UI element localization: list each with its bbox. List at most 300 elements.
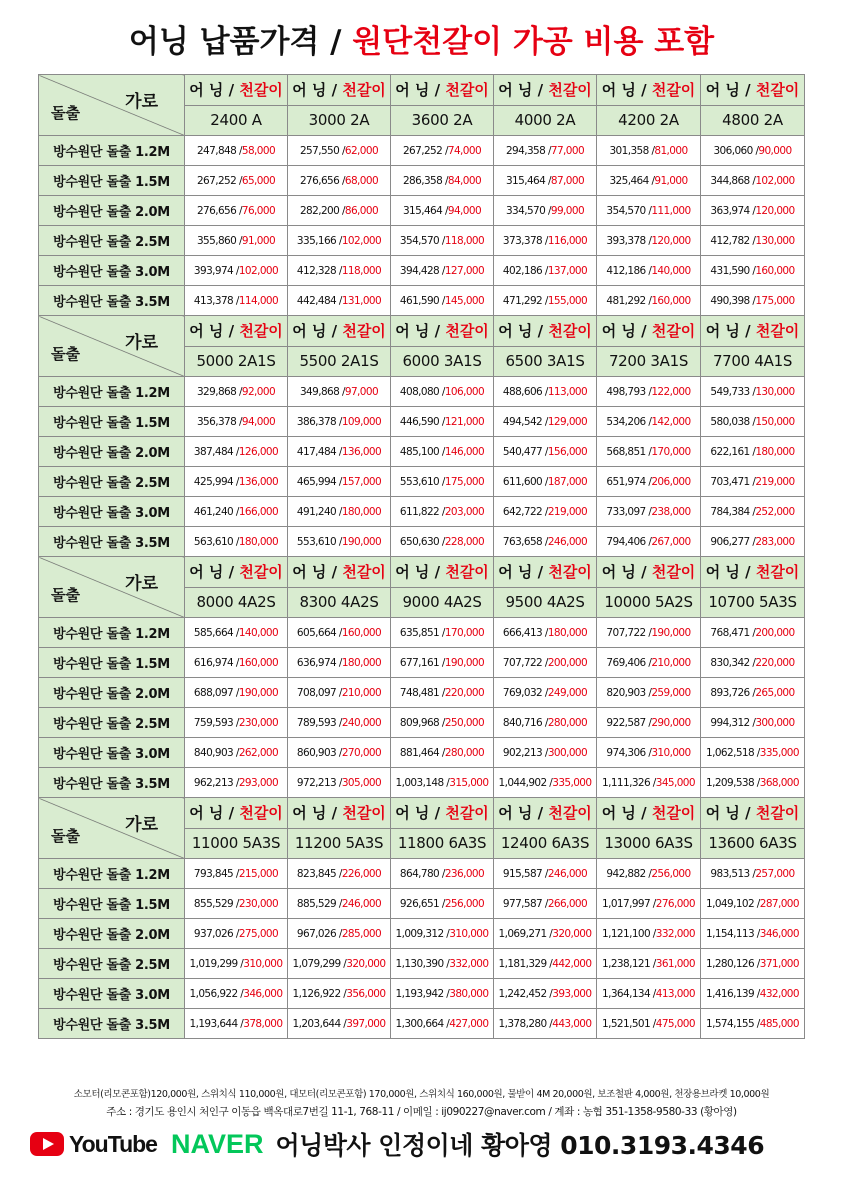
refabric-price: 335,000 bbox=[759, 746, 799, 759]
price-separator: / bbox=[336, 234, 342, 247]
awning-price: 1,209,538 bbox=[706, 776, 755, 789]
awning-price: 611,600 bbox=[502, 475, 543, 488]
awning-price: 325,464 bbox=[609, 174, 649, 187]
refabric-label: 천갈이 bbox=[548, 804, 592, 823]
price-separator: / bbox=[439, 445, 445, 458]
price-separator: / bbox=[645, 475, 652, 488]
width-spec-header: 10000 5A2S bbox=[597, 587, 701, 618]
price-separator: / bbox=[542, 234, 548, 247]
row-label-projection: 방수원단 돌출 3.5M bbox=[39, 286, 185, 316]
separator-slash: / bbox=[429, 322, 446, 341]
separator-slash: / bbox=[223, 804, 240, 823]
table-row bbox=[39, 919, 805, 949]
refabric-price: 62,000 bbox=[344, 144, 379, 157]
page-title bbox=[0, 14, 843, 70]
refabric-price: 114,000 bbox=[238, 294, 279, 307]
awning-price: 1,062,518 bbox=[706, 746, 755, 759]
column-type-header bbox=[701, 316, 805, 347]
awning-price: 563,610 bbox=[193, 535, 234, 548]
price-separator: / bbox=[542, 535, 548, 548]
price-cell bbox=[701, 407, 805, 437]
awning-price: 1,009,312 bbox=[395, 927, 444, 940]
column-type-header bbox=[391, 316, 494, 347]
price-cell bbox=[494, 859, 597, 889]
price-cell bbox=[701, 136, 805, 166]
separator-slash: / bbox=[532, 322, 549, 341]
refabric-price: 265,000 bbox=[755, 686, 795, 699]
price-separator: / bbox=[336, 475, 342, 488]
price-separator: / bbox=[336, 686, 342, 699]
column-type-header bbox=[494, 75, 597, 106]
refabric-price: 160,000 bbox=[755, 264, 795, 277]
row-label-projection: 방수원단 돌출 2.0M bbox=[39, 196, 185, 226]
refabric-price: 262,000 bbox=[238, 746, 279, 759]
table-row bbox=[39, 979, 805, 1009]
awning-price: 355,860 bbox=[196, 234, 237, 247]
row-label-projection: 방수원단 돌출 3.5M bbox=[39, 527, 185, 557]
price-separator: / bbox=[754, 1017, 760, 1030]
table-row bbox=[39, 286, 805, 316]
refabric-price: 137,000 bbox=[547, 264, 588, 277]
price-cell bbox=[494, 226, 597, 256]
price-separator: / bbox=[236, 415, 242, 428]
price-separator: / bbox=[546, 776, 553, 789]
refabric-price: 210,000 bbox=[651, 656, 691, 669]
awning-label: 어 닝 bbox=[292, 81, 327, 100]
refabric-price: 346,000 bbox=[243, 987, 283, 1000]
price-cell bbox=[288, 196, 391, 226]
awning-price: 820,903 bbox=[606, 686, 646, 699]
price-cell bbox=[494, 437, 597, 467]
refabric-price: 236,000 bbox=[444, 867, 485, 880]
refabric-price: 130,000 bbox=[755, 234, 795, 247]
price-separator: / bbox=[754, 927, 760, 940]
refabric-price: 150,000 bbox=[755, 415, 795, 428]
column-type-header bbox=[391, 75, 494, 106]
price-separator: / bbox=[749, 204, 756, 217]
price-cell bbox=[494, 497, 597, 527]
width-spec-header: 8000 4A2S bbox=[185, 587, 288, 618]
price-cell bbox=[597, 768, 701, 798]
separator-slash: / bbox=[326, 563, 343, 582]
refabric-price: 290,000 bbox=[651, 716, 691, 729]
awning-price: 344,868 bbox=[710, 174, 750, 187]
table-row bbox=[39, 256, 805, 286]
price-cell bbox=[597, 738, 701, 768]
awning-label: 어 닝 bbox=[292, 804, 327, 823]
column-type-header bbox=[288, 75, 391, 106]
corner-label-projection: 돌출 bbox=[51, 586, 80, 604]
price-separator: / bbox=[545, 204, 551, 217]
awning-price: 962,213 bbox=[193, 776, 234, 789]
price-cell bbox=[597, 618, 701, 648]
refabric-price: 393,000 bbox=[552, 987, 592, 1000]
price-separator: / bbox=[236, 204, 242, 217]
price-cell bbox=[701, 738, 805, 768]
awning-price: 356,378 bbox=[196, 415, 237, 428]
corner-label-width: 가로 bbox=[125, 574, 158, 594]
table-row bbox=[39, 377, 805, 407]
price-separator: / bbox=[650, 1017, 656, 1030]
price-separator: / bbox=[645, 626, 652, 639]
separator-slash: / bbox=[635, 322, 652, 341]
price-cell bbox=[185, 708, 288, 738]
awning-price: 967,026 bbox=[296, 927, 337, 940]
price-cell bbox=[391, 618, 494, 648]
awning-price: 402,186 bbox=[502, 264, 543, 277]
price-cell bbox=[288, 648, 391, 678]
price-cell bbox=[288, 1009, 391, 1039]
refabric-price: 200,000 bbox=[547, 656, 588, 669]
price-separator: / bbox=[439, 264, 445, 277]
price-separator: / bbox=[443, 1017, 450, 1030]
awning-price: 1,003,148 bbox=[395, 776, 444, 789]
refabric-price: 305,000 bbox=[341, 776, 382, 789]
price-separator: / bbox=[439, 415, 445, 428]
price-cell bbox=[185, 407, 288, 437]
refabric-price: 131,000 bbox=[341, 294, 382, 307]
price-cell bbox=[288, 708, 391, 738]
awning-price: 1,521,501 bbox=[602, 1017, 651, 1030]
table-row bbox=[39, 618, 805, 648]
awning-price: 616,974 bbox=[193, 656, 234, 669]
price-cell bbox=[597, 136, 701, 166]
awning-price: 580,038 bbox=[710, 415, 750, 428]
price-separator: / bbox=[233, 716, 239, 729]
column-type-header bbox=[391, 798, 494, 829]
awning-label: 어 닝 bbox=[601, 804, 636, 823]
refabric-price: 246,000 bbox=[547, 867, 588, 880]
price-cell bbox=[391, 979, 494, 1009]
refabric-label: 천갈이 bbox=[548, 81, 592, 100]
awning-price: 1,364,134 bbox=[602, 987, 651, 1000]
column-type-header bbox=[185, 75, 288, 106]
awning-price: 276,656 bbox=[299, 174, 340, 187]
price-cell bbox=[185, 437, 288, 467]
refabric-price: 118,000 bbox=[341, 264, 382, 277]
awning-price: 412,186 bbox=[606, 264, 646, 277]
price-separator: / bbox=[233, 535, 239, 548]
refabric-price: 120,000 bbox=[755, 204, 795, 217]
price-separator: / bbox=[340, 987, 347, 1000]
price-cell bbox=[185, 889, 288, 919]
price-separator: / bbox=[336, 867, 342, 880]
refabric-price: 210,000 bbox=[341, 686, 382, 699]
refabric-label: 천갈이 bbox=[755, 322, 800, 341]
awning-price: 733,097 bbox=[606, 505, 646, 518]
price-cell bbox=[597, 527, 701, 557]
refabric-price: 58,000 bbox=[241, 144, 276, 157]
awning-price: 315,464 bbox=[402, 204, 443, 217]
awning-price: 494,542 bbox=[502, 415, 543, 428]
price-cell bbox=[494, 166, 597, 196]
row-label-projection: 방수원단 돌출 1.2M bbox=[39, 377, 185, 407]
refabric-price: 485,000 bbox=[759, 1017, 799, 1030]
refabric-price: 219,000 bbox=[755, 475, 795, 488]
column-type-header bbox=[391, 557, 494, 588]
width-spec-header: 4800 2A bbox=[701, 105, 805, 136]
refabric-price: 102,000 bbox=[341, 234, 382, 247]
awning-price: 840,716 bbox=[502, 716, 543, 729]
awning-price: 708,097 bbox=[296, 686, 337, 699]
price-separator: / bbox=[336, 626, 342, 639]
price-cell bbox=[185, 226, 288, 256]
row-label-projection: 방수원단 돌출 1.5M bbox=[39, 407, 185, 437]
refabric-price: 427,000 bbox=[449, 1017, 489, 1030]
column-type-header bbox=[597, 75, 701, 106]
price-cell bbox=[185, 768, 288, 798]
price-separator: / bbox=[645, 867, 652, 880]
price-separator: / bbox=[336, 294, 342, 307]
refabric-price: 102,000 bbox=[755, 174, 795, 187]
price-cell bbox=[597, 648, 701, 678]
awning-price: 491,240 bbox=[296, 505, 337, 518]
price-cell bbox=[185, 256, 288, 286]
row-label-projection: 방수원단 돌출 2.5M bbox=[39, 949, 185, 979]
price-separator: / bbox=[443, 987, 450, 1000]
width-spec-header: 10700 5A3S bbox=[701, 587, 805, 618]
awning-label: 어 닝 bbox=[189, 81, 224, 100]
awning-price: 635,851 bbox=[399, 626, 440, 639]
awning-price: 794,406 bbox=[606, 535, 646, 548]
refabric-price: 130,000 bbox=[755, 385, 795, 398]
awning-label: 어 닝 bbox=[395, 81, 430, 100]
column-type-header bbox=[288, 316, 391, 347]
width-spec-header: 7700 4A1S bbox=[701, 346, 805, 377]
price-separator: / bbox=[648, 144, 655, 157]
title-part-black: 어닝 납품가격 / bbox=[128, 24, 353, 60]
refabric-price: 106,000 bbox=[444, 385, 485, 398]
price-cell bbox=[701, 708, 805, 738]
price-cell bbox=[391, 738, 494, 768]
price-separator: / bbox=[645, 505, 652, 518]
price-separator: / bbox=[542, 897, 548, 910]
refabric-price: 126,000 bbox=[238, 445, 279, 458]
refabric-price: 228,000 bbox=[444, 535, 485, 548]
price-separator: / bbox=[439, 656, 445, 669]
refabric-price: 259,000 bbox=[651, 686, 691, 699]
refabric-price: 140,000 bbox=[651, 264, 691, 277]
price-separator: / bbox=[439, 897, 445, 910]
price-separator: / bbox=[336, 656, 342, 669]
refabric-price: 310,000 bbox=[243, 957, 283, 970]
table-row bbox=[39, 196, 805, 226]
width-spec-header: 11200 5A3S bbox=[288, 828, 391, 859]
awning-price: 977,587 bbox=[502, 897, 543, 910]
price-separator: / bbox=[233, 897, 239, 910]
price-cell bbox=[701, 497, 805, 527]
awning-price: 763,658 bbox=[502, 535, 543, 548]
separator-slash: / bbox=[635, 563, 652, 582]
price-cell bbox=[597, 166, 701, 196]
price-separator: / bbox=[233, 445, 239, 458]
awning-price: 881,464 bbox=[399, 746, 440, 759]
price-cell bbox=[701, 527, 805, 557]
price-cell bbox=[494, 256, 597, 286]
price-cell bbox=[494, 407, 597, 437]
refabric-price: 111,000 bbox=[651, 204, 691, 217]
refabric-price: 310,000 bbox=[651, 746, 691, 759]
corner-header-cell bbox=[39, 798, 185, 859]
price-separator: / bbox=[749, 385, 756, 398]
awning-price: 636,974 bbox=[296, 656, 337, 669]
price-cell bbox=[391, 919, 494, 949]
refabric-label: 천갈이 bbox=[239, 804, 283, 823]
price-separator: / bbox=[542, 475, 548, 488]
price-separator: / bbox=[749, 445, 756, 458]
price-separator: / bbox=[340, 957, 347, 970]
price-separator: / bbox=[752, 144, 759, 157]
price-separator: / bbox=[542, 626, 548, 639]
awning-price: 267,252 bbox=[402, 144, 443, 157]
awning-price: 906,277 bbox=[710, 535, 750, 548]
awning-price: 1,378,280 bbox=[498, 1017, 547, 1030]
refabric-price: 257,000 bbox=[755, 867, 795, 880]
refabric-price: 160,000 bbox=[238, 656, 279, 669]
awning-price: 823,845 bbox=[296, 867, 337, 880]
awning-price: 412,328 bbox=[296, 264, 337, 277]
refabric-price: 113,000 bbox=[547, 385, 588, 398]
awning-price: 1,049,102 bbox=[706, 897, 755, 910]
row-label-projection: 방수원단 돌출 1.2M bbox=[39, 136, 185, 166]
refabric-price: 145,000 bbox=[444, 294, 485, 307]
title-part-red: 원단천갈이 가공 비용 포함 bbox=[352, 24, 715, 60]
price-separator: / bbox=[439, 294, 445, 307]
price-cell bbox=[391, 497, 494, 527]
price-cell bbox=[391, 166, 494, 196]
width-spec-header: 12400 6A3S bbox=[494, 828, 597, 859]
awning-price: 553,610 bbox=[296, 535, 337, 548]
refabric-price: 200,000 bbox=[755, 626, 795, 639]
table-row bbox=[39, 1009, 805, 1039]
refabric-price: 275,000 bbox=[238, 927, 279, 940]
awning-label: 어 닝 bbox=[498, 804, 533, 823]
price-separator: / bbox=[542, 505, 548, 518]
awning-price: 768,471 bbox=[710, 626, 750, 639]
awning-price: 1,069,271 bbox=[498, 927, 547, 940]
price-cell bbox=[494, 919, 597, 949]
price-separator: / bbox=[648, 174, 655, 187]
awning-price: 793,845 bbox=[193, 867, 234, 880]
table-row bbox=[39, 889, 805, 919]
price-separator: / bbox=[439, 234, 445, 247]
corner-header-cell bbox=[39, 557, 185, 618]
price-separator: / bbox=[754, 897, 760, 910]
refabric-price: 220,000 bbox=[444, 686, 485, 699]
price-separator: / bbox=[754, 957, 760, 970]
column-type-header bbox=[288, 798, 391, 829]
price-cell bbox=[391, 377, 494, 407]
width-spec-header: 5500 2A1S bbox=[288, 346, 391, 377]
awning-price: 1,242,452 bbox=[498, 987, 547, 1000]
corner-header-cell bbox=[39, 75, 185, 136]
refabric-price: 267,000 bbox=[651, 535, 691, 548]
price-separator: / bbox=[237, 957, 244, 970]
width-spec-header: 5000 2A1S bbox=[185, 346, 288, 377]
price-separator: / bbox=[542, 264, 548, 277]
refabric-label: 천갈이 bbox=[445, 322, 489, 341]
refabric-price: 190,000 bbox=[341, 535, 382, 548]
price-separator: / bbox=[645, 686, 652, 699]
refabric-price: 371,000 bbox=[759, 957, 799, 970]
section-header-row bbox=[39, 75, 805, 106]
refabric-price: 230,000 bbox=[238, 897, 279, 910]
awning-price: 937,026 bbox=[193, 927, 234, 940]
awning-price: 301,358 bbox=[609, 144, 649, 157]
corner-label-width: 가로 bbox=[125, 333, 158, 353]
price-cell bbox=[391, 527, 494, 557]
refabric-price: 332,000 bbox=[449, 957, 489, 970]
refabric-price: 94,000 bbox=[241, 415, 276, 428]
table-row bbox=[39, 648, 805, 678]
awning-label: 어 닝 bbox=[189, 322, 224, 341]
price-cell bbox=[391, 467, 494, 497]
awning-price: 994,312 bbox=[710, 716, 750, 729]
refabric-price: 156,000 bbox=[547, 445, 588, 458]
refabric-price: 315,000 bbox=[449, 776, 489, 789]
awning-price: 393,378 bbox=[606, 234, 646, 247]
awning-label: 어 닝 bbox=[292, 563, 327, 582]
price-cell bbox=[288, 226, 391, 256]
row-label-projection: 방수원단 돌출 2.0M bbox=[39, 919, 185, 949]
awning-price: 605,664 bbox=[296, 626, 337, 639]
price-separator: / bbox=[749, 535, 756, 548]
width-spec-header: 11000 5A3S bbox=[185, 828, 288, 859]
separator-slash: / bbox=[739, 804, 756, 823]
price-separator: / bbox=[754, 987, 760, 1000]
awning-label: 어 닝 bbox=[395, 322, 430, 341]
refabric-label: 천갈이 bbox=[445, 81, 489, 100]
awning-label: 어 닝 bbox=[498, 563, 533, 582]
table-row bbox=[39, 226, 805, 256]
table-row bbox=[39, 949, 805, 979]
price-cell bbox=[185, 738, 288, 768]
price-cell bbox=[494, 527, 597, 557]
refabric-label: 천갈이 bbox=[239, 81, 283, 100]
refabric-price: 170,000 bbox=[444, 626, 485, 639]
price-cell bbox=[288, 919, 391, 949]
price-separator: / bbox=[749, 415, 756, 428]
table-row bbox=[39, 738, 805, 768]
awning-price: 893,726 bbox=[710, 686, 750, 699]
row-label-projection: 방수원단 돌출 2.0M bbox=[39, 678, 185, 708]
price-separator: / bbox=[749, 716, 756, 729]
refabric-price: 65,000 bbox=[241, 174, 276, 187]
refabric-price: 256,000 bbox=[651, 867, 691, 880]
price-cell bbox=[494, 196, 597, 226]
width-spec-header: 8300 4A2S bbox=[288, 587, 391, 618]
price-cell bbox=[597, 437, 701, 467]
refabric-price: 84,000 bbox=[447, 174, 482, 187]
price-cell bbox=[185, 136, 288, 166]
awning-price: 972,213 bbox=[296, 776, 337, 789]
price-cell bbox=[288, 407, 391, 437]
refabric-price: 432,000 bbox=[759, 987, 799, 1000]
table-row bbox=[39, 166, 805, 196]
refabric-price: 246,000 bbox=[341, 897, 382, 910]
price-separator: / bbox=[443, 957, 450, 970]
separator-slash: / bbox=[739, 322, 756, 341]
price-separator: / bbox=[336, 505, 342, 518]
price-separator: / bbox=[233, 867, 239, 880]
refabric-label: 천갈이 bbox=[548, 563, 592, 582]
price-separator: / bbox=[442, 144, 448, 157]
refabric-label: 천갈이 bbox=[342, 81, 386, 100]
price-separator: / bbox=[233, 776, 239, 789]
price-separator: / bbox=[336, 264, 342, 277]
price-cell bbox=[701, 377, 805, 407]
awning-price: 1,130,390 bbox=[395, 957, 444, 970]
